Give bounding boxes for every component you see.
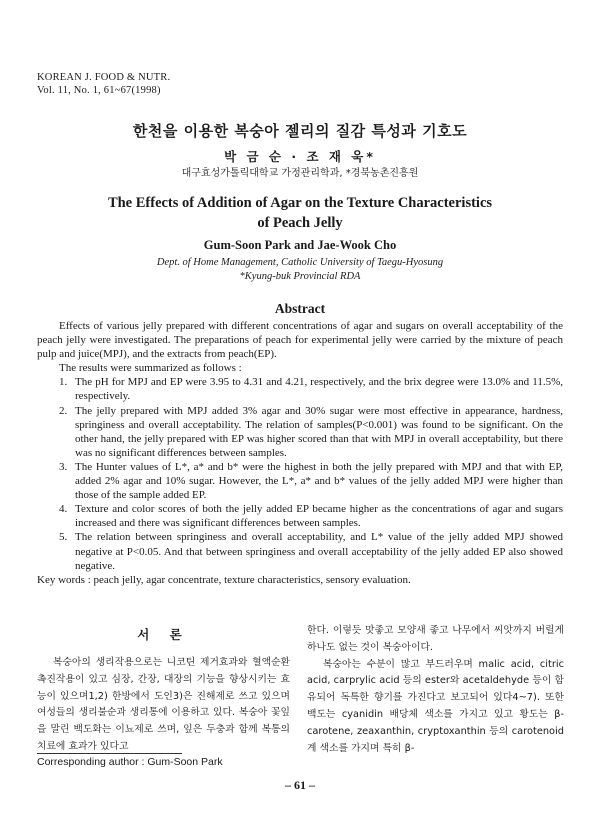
abstract-heading: Abstract [274,301,326,316]
english-title-line2: of Peach Jelly [257,215,343,231]
journal-volume: Vol. 11, No. 1, 61~67(1998) [37,85,161,96]
journal-citation [37,71,170,97]
list-item-number: 1. [59,376,68,389]
list-item-number: 2. [59,404,68,417]
body-paragraph: 복숭아는 수분이 많고 부드러우며 malic acid, citric acid, carprylic acid 등의 ester와 acetaldehyde 등이 함유되어 독특한 향기를 가진다고 보고되어 있다4~7). 또한 백도는 cyanidin 배당체 색소를 가지고 있고 황도는 β-carotene, zeaxanthin, cryptoxanthin 등의 carotenoid계 색소를 가지며 특히 β- [307,658,564,754]
list-item [37,530,563,572]
list-item-text: The relation between springiness and overall acceptability, and L* value of the jelly added MPJ showed negative at P<0.05. And that between springiness and overall acceptability of the jelly added EP also showed negative. [75,531,563,572]
abstract-intro: Effects of various jelly prepared with different concentrations of agar and sugars on overall acceptability of the peach jelly were investigated. The preparations of peach for experimental jelly were carried by the mixture of peach pulp and juice(MPJ), and the extracts from peach(EP). [37,320,563,361]
corresponding-author-footnote: Corresponding author : Gum-Soon Park [37,756,223,768]
body-paragraph: 한다. 이렇듯 맛좋고 모양새 좋고 나무에서 씨앗까지 버릴게 하나도 없는 것이 복숭아이다. [307,625,564,653]
list-item [37,460,563,502]
english-affiliation-line2: *Kyung-buk Provincial RDA [239,271,361,282]
list-item-text: Texture and color scores of both the jelly added EP became higher as the concentrations of agar and sugars increased and there was significant differences between samples. [75,503,563,530]
list-item-text: The pH for MPJ and EP were 3.95 to 4.31 and 4.21, respectively, and the brix degree were 13.0% and 11.5%, respectively. [75,376,563,403]
list-item [37,375,563,403]
page-number: – 61 – [285,778,315,792]
english-affiliation-line1: Dept. of Home Management, Catholic University of Taegu-Hyosung [156,257,444,268]
list-item-number: 5. [59,531,68,544]
list-item-text: The jelly prepared with MPJ added 3% agar and 30% sugar were most effective in appearance, hardness, springiness and overall acceptability. The relation of samples(P<0.001) was found to be significant. On the other hand, the jelly prepared with EP was higher scored than that with MPJ in overall acceptability, but there was no significant differences between samples. [75,404,563,459]
list-item-number: 4. [59,503,68,516]
journal-name: KOREAN J. FOOD & NUTR. [37,72,171,83]
abstract-summary-lead: The results were summarized as follows : [59,362,242,375]
list-item [37,404,563,460]
results-list [37,375,563,572]
english-title [0,193,600,233]
list-item-number: 3. [59,460,68,473]
english-affiliation [0,256,600,284]
footnote-rule [37,753,182,754]
body-right-column [307,623,564,757]
keywords: Key words : peach jelly, agar concentrate, texture characteristics, sensory evaluation. [37,573,411,586]
abstract-body [37,319,563,587]
body-paragraph: 복숭아의 생리작용으로는 니코틴 제거효과와 혈액순환 촉진작용이 있고 심장, 간장, 대장의 기능을 향상시키는 효능이 있으며1,2) 한방에서 도인3)은 진해제로 쓰고 있으며 여성들의 생리불순과 생리통에 이용하고 있다. 복숭아 꽃잎을 말린 백도화는 이뇨제로 쓰며, 잎은 두충과 함께 복통의 치료에 효과가 있다고 [37,657,290,752]
english-title-line1: The Effects of Addition of Agar on the Texture Characteristics [107,195,493,211]
korean-authors: 박 금 순 · 조 재 욱* [224,149,376,164]
korean-affiliation: 대구효성가톨릭대학교 가정관리학과, *경북농촌진흥원 [181,168,419,179]
list-item [37,502,563,530]
list-item-text: The Hunter values of L*, a* and b* were the highest in both the jelly prepared with MPJ and that with EP, added 2% agar and 10% sugar. However, the L*, a* and b* values of the jelly added MPJ were higher than those of the sample added EP. [75,460,563,502]
english-authors: Gum-Soon Park and Jae-Wook Cho [203,238,397,252]
section-title-introduction: 서 론 [137,627,190,642]
body-left-column [37,655,290,756]
korean-title: 한천을 이용한 복숭아 젤리의 질감 특성과 기호도 [132,122,468,140]
